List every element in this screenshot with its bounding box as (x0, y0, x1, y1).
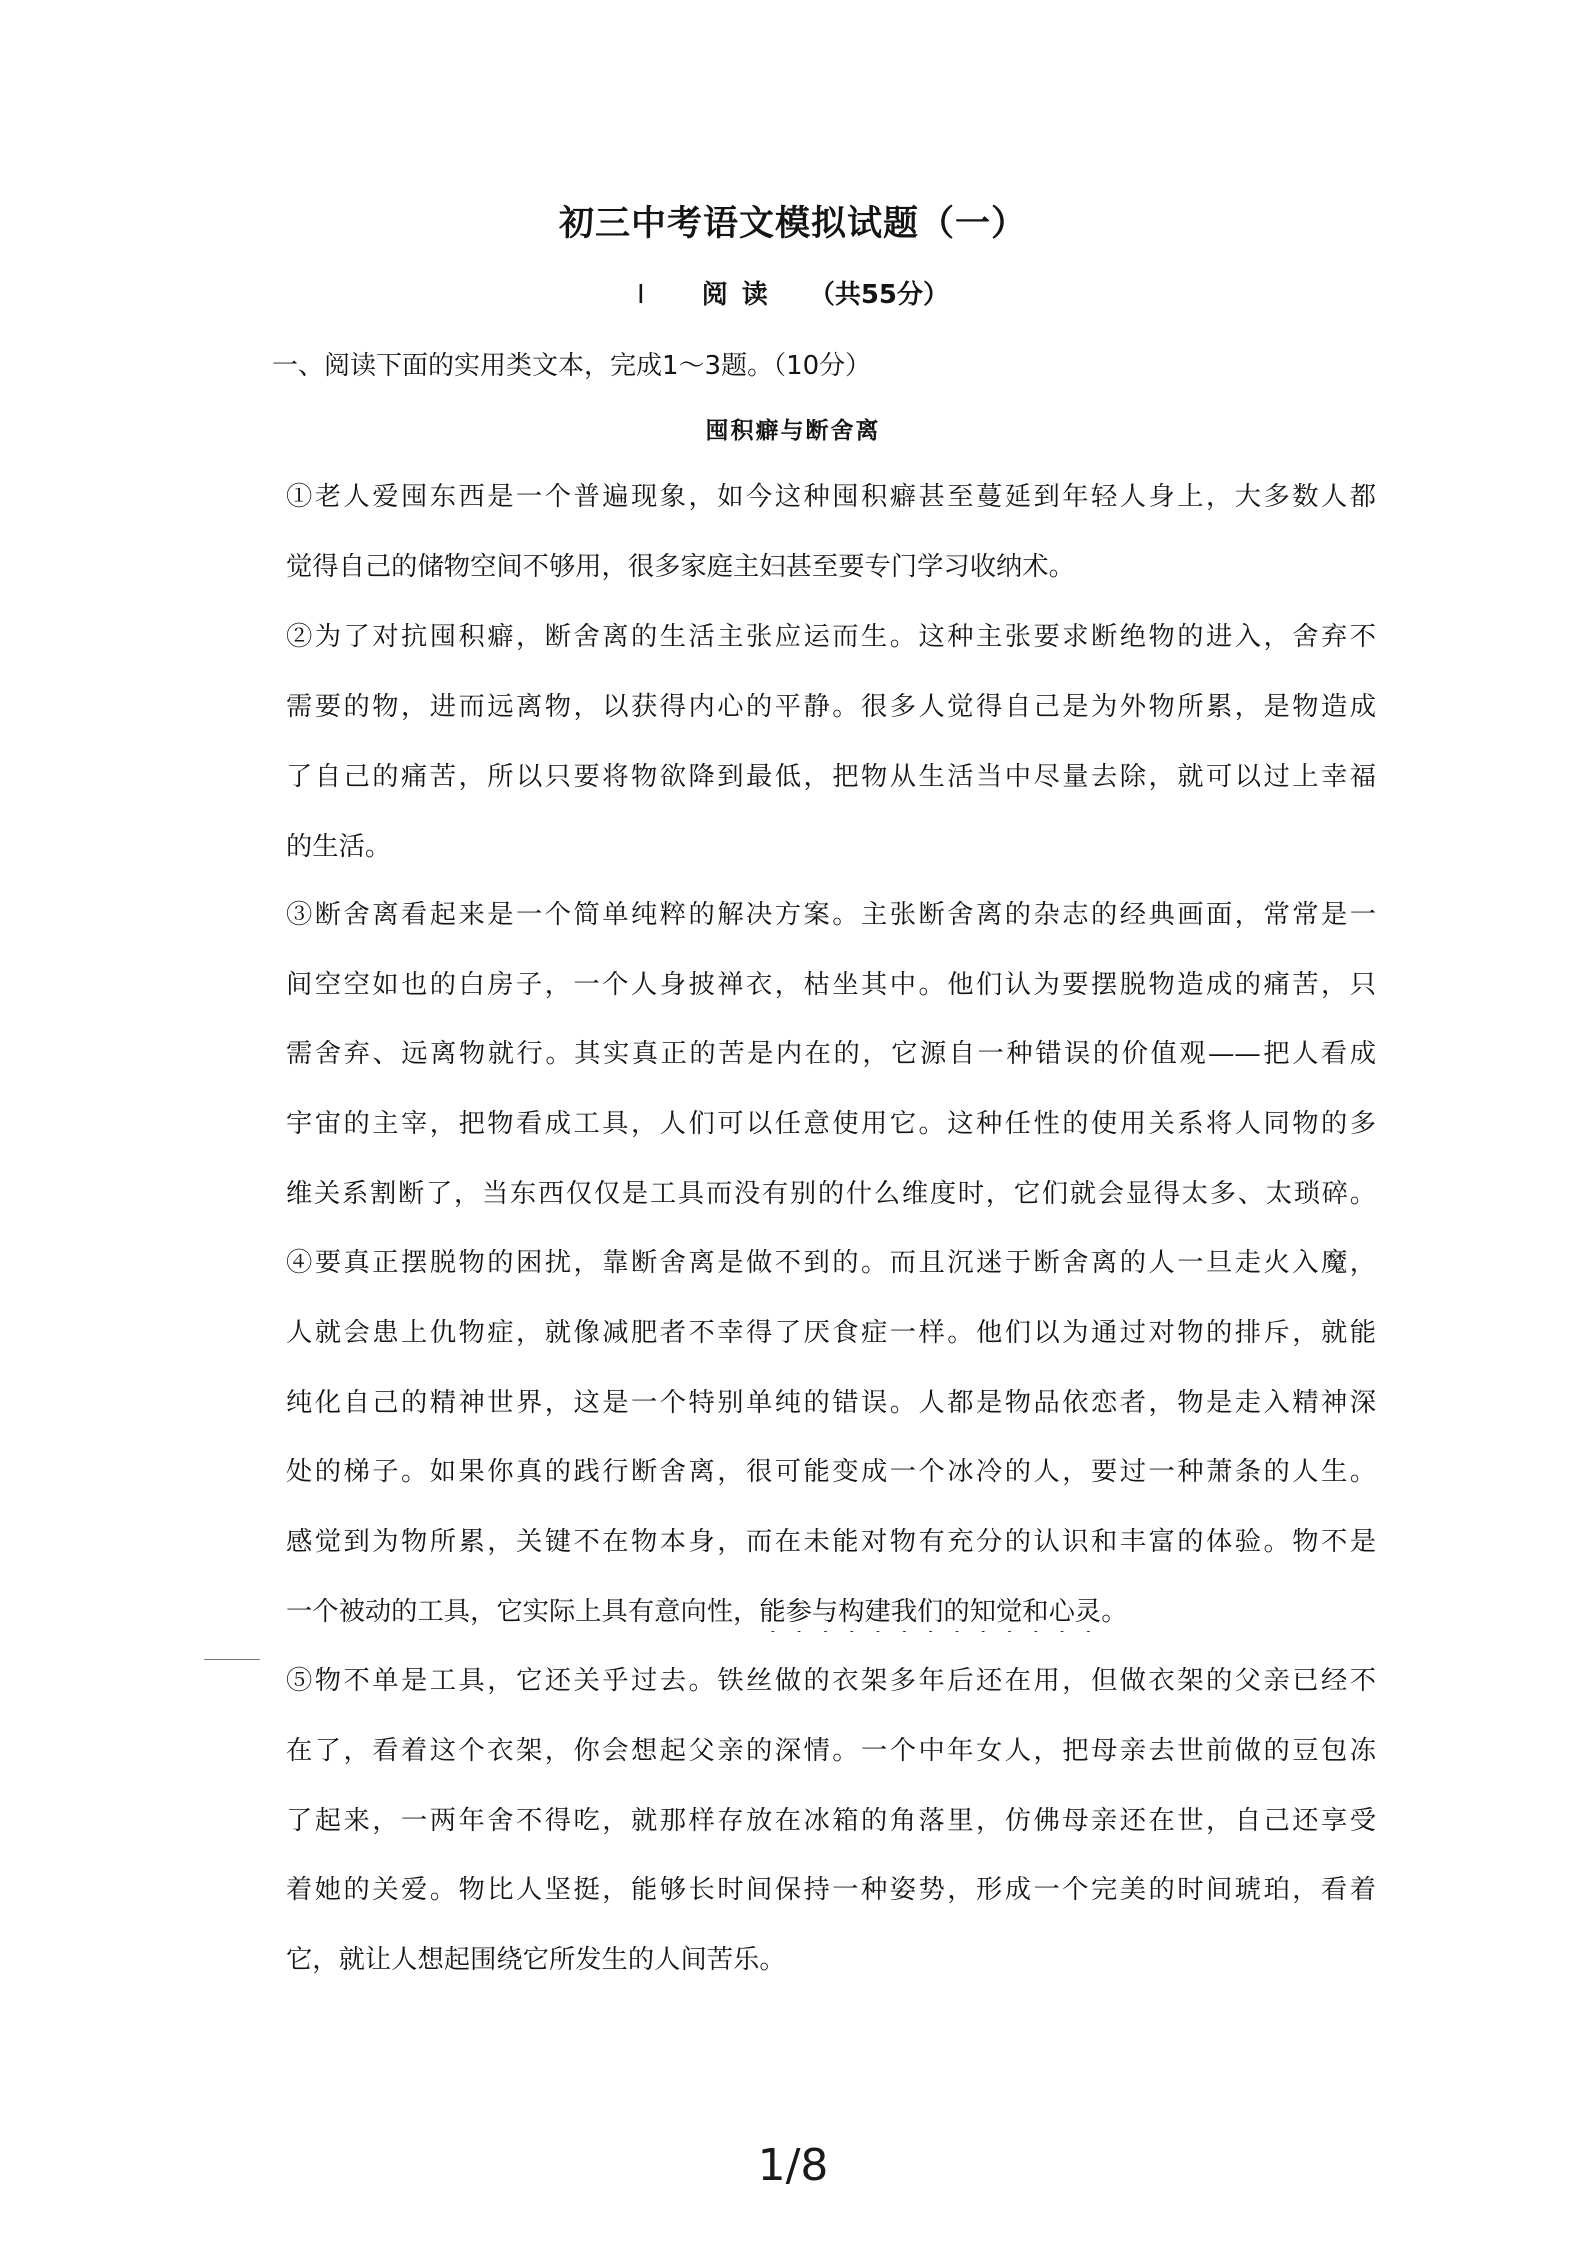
article-title: 囤积癖与断舍离 (705, 417, 881, 444)
text-line: 觉得自己的储物空间不够用，很多家庭主妇甚至要专门学习收纳术。 (286, 552, 1075, 582)
text-line: 了起来，一两年舍不得吃，就那样存放在冰箱的角落里，仿佛母亲还在世，自己还享受 (286, 1806, 1376, 1836)
underdot-suffix: 。 (1101, 1597, 1128, 1627)
section-number: Ⅰ (637, 280, 645, 310)
text-line: 在了，看着这个衣架，你会想起父亲的深情。一个中年女人，把母亲去世前做的豆包冻 (286, 1736, 1376, 1766)
question-instruction: 一、阅读下面的实用类文本，完成1～3题。（10分） (272, 351, 872, 381)
text-line: ⑤物不单是工具，它还关乎过去。铁丝做的衣架多年后还在用，但做衣架的父亲已经不 (286, 1666, 1376, 1696)
text-line: 维关系割断了，当东西仅仅是工具而没有别的什么维度时，它们就会显得太多、太琐碎。 (286, 1179, 1376, 1209)
text-line: 纯化自己的精神世界，这是一个特别单纯的错误。人都是物品依恋者，物是走入精神深 (286, 1388, 1376, 1418)
text-line: 宇宙的主宰，把物看成工具，人们可以任意使用它。这种任性的使用关系将人同物的多 (286, 1109, 1376, 1139)
underdot-prefix: 一个被动的工具，它实际上具有意向性， (286, 1597, 760, 1627)
text-line: 着她的关爱。物比人坚挺，能够长时间保持一种姿势，形成一个完美的时间琥珀，看着 (286, 1875, 1376, 1905)
page-number: 1/8 (757, 2140, 829, 2191)
text-line: 需要的物，进而远离物，以获得内心的平静。很多人觉得自己是为外物所累，是物造成 (286, 692, 1376, 722)
text-line: 的生活。 (286, 832, 392, 862)
section-score: （共55分） (808, 280, 949, 310)
text-line: ③断舍离看起来是一个简单纯粹的解决方案。主张断舍离的杂志的经典画面，常常是一 (286, 900, 1376, 930)
text-line: 感觉到为物所累，关键不在物本身，而在未能对物有充分的认识和丰富的体验。物不是 (286, 1527, 1376, 1557)
exam-title: 初三中考语文模拟试题（一） (558, 204, 1027, 244)
section-heading (0, 274, 1586, 311)
margin-pencil-mark (204, 1659, 260, 1660)
text-line: 间空空如也的白房子，一个人身披禅衣，枯坐其中。他们认为要摆脱物造成的痛苦，只 (286, 970, 1376, 1000)
text-line: ②为了对抗囤积癖，断舍离的生活主张应运而生。这种主张要求断绝物的进入，舍弃不 (286, 622, 1376, 652)
text-line: ①老人爱囤东西是一个普遍现象，如今这种囤积癖甚至蔓延到年轻人身上，大多数人都 (286, 482, 1376, 512)
text-line: 人就会患上仇物症，就像减肥者不幸得了厌食症一样。他们以为通过对物的排斥，就能 (286, 1318, 1376, 1348)
text-line: 处的梯子。如果你真的践行断舍离，很可能变成一个冰冷的人，要过一种萧条的人生。 (286, 1457, 1376, 1487)
text-line: 需舍弃、远离物就行。其实真正的苦是内在的，它源自一种错误的价值观——把人看成 (286, 1039, 1376, 1069)
underdotted-phrase: 能参与构建我们的知觉和心灵 (759, 1597, 1102, 1627)
text-line: 了自己的痛苦，所以只要将物欲降到最低，把物从生活当中尽量去除，就可以过上幸福 (286, 762, 1376, 792)
section-name: 阅读 (701, 280, 782, 310)
text-line: 它，就让人想起围绕它所发生的人间苦乐。 (286, 1945, 786, 1975)
text-line: ④要真正摆脱物的困扰，靠断舍离是做不到的。而且沉迷于断舍离的人一旦走火入魔， (286, 1248, 1376, 1278)
text-line-underdotted (286, 1592, 1376, 1632)
